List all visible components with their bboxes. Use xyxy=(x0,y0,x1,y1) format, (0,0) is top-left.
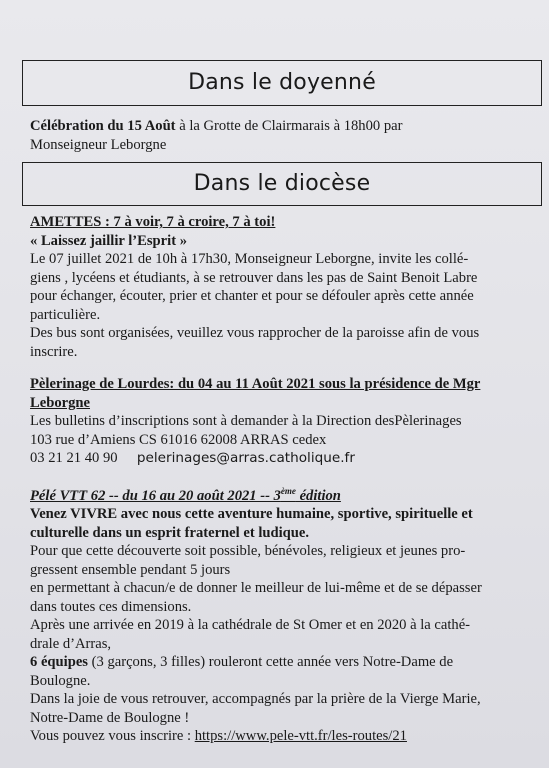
vtt-teams: 6 équipes xyxy=(30,654,88,671)
ametes-subtitle: « Laissez jaillir l’Esprit » xyxy=(30,232,188,249)
vtt-intro: Venez VIVRE avec nous cette aventure humaine, sportive, spirituelle et xyxy=(30,506,473,523)
vtt-line: Notre-Dame de Boulogne ! xyxy=(30,709,190,726)
ametes-line: giens , lycéens et étudiants, à se retrouver dans les pas de Saint Benoit Labre xyxy=(30,269,478,286)
ametes-title: AMETTES : 7 à voir, 7 à croire, 7 à toi! xyxy=(30,214,276,230)
vtt-register-link[interactable]: https://www.pele-vtt.fr/les-routes/21 xyxy=(194,728,407,745)
lourdes-title: Pèlerinage de Lourdes: du 04 au 11 Août 2021 sous la présidence de Mgr xyxy=(30,376,481,392)
lourdes-line: Les bulletins d’inscriptions sont à demander à la Direction desPèlerinages xyxy=(30,413,462,429)
celebration-title: Célébration du 15 Août xyxy=(30,118,176,134)
diocese-heading: Dans le diocèse xyxy=(193,171,371,196)
vtt-section xyxy=(30,482,535,746)
celebration-text: à la Grotte de Clairmarais à 18h00 par xyxy=(175,118,403,134)
ametes-line: Des bus sont organisées, veuillez vous rapprocher de la paroisse afin de vous xyxy=(30,325,480,341)
ametes-section xyxy=(30,213,535,361)
diocese-heading-box xyxy=(22,162,542,206)
vtt-line: Dans la joie de vous retrouver, accompagnés par la prière de la Vierge Marie, xyxy=(30,691,481,708)
lourdes-address: 103 rue d’Amiens CS 61016 62008 ARRAS cedex xyxy=(30,431,327,448)
ametes-line: pour échanger, écouter, prier et chanter et pour se défouler après cette année xyxy=(30,288,474,304)
ametes-line: particulière. xyxy=(30,306,101,323)
vtt-line: gressent ensemble pendant 5 jours xyxy=(30,561,231,578)
vtt-intro-line2: culturelle dans un esprit fraternel et ludique. xyxy=(30,524,310,541)
vtt-title: Pélé VTT 62 -- du 16 au 20 août 2021 -- 3ème édition xyxy=(30,486,341,504)
lourdes-title-line2: Leborgne xyxy=(30,394,90,411)
celebration-text-line2: Monseigneur Leborgne xyxy=(30,136,167,153)
vtt-line: dans toutes ces dimensions. xyxy=(30,598,192,615)
celebration-paragraph xyxy=(30,117,535,154)
deanery-heading-box xyxy=(22,60,542,106)
vtt-register-label: Vous pouvez vous inscrire : xyxy=(30,728,195,745)
vtt-line: Boulogne. xyxy=(30,672,91,689)
vtt-teams-text: (3 garçons, 3 filles) rouleront cette année vers Notre-Dame de xyxy=(87,654,454,671)
deanery-heading: Dans le doyenné xyxy=(188,70,376,95)
vtt-line: en permettant à chacun/e de donner le meilleur de lui-même et de se dépasser xyxy=(30,580,482,597)
lourdes-email: pelerinages@arras.catholique.fr xyxy=(136,450,355,466)
ametes-line: Le 07 juillet 2021 de 10h à 17h30, Monseigneur Leborgne, invite les collé- xyxy=(30,251,469,267)
vtt-line: Pour que cette découverte soit possible, bénévoles, religieux et jeunes pro- xyxy=(30,543,466,560)
lourdes-section xyxy=(30,375,535,468)
vtt-line: drale d’Arras, xyxy=(30,635,112,652)
lourdes-phone: 03 21 21 40 90 xyxy=(30,450,118,466)
vtt-line: Après une arrivée en 2019 à la cathédrale de St Omer et en 2020 à la cathé- xyxy=(30,617,471,634)
ametes-line: inscrire. xyxy=(30,343,78,360)
